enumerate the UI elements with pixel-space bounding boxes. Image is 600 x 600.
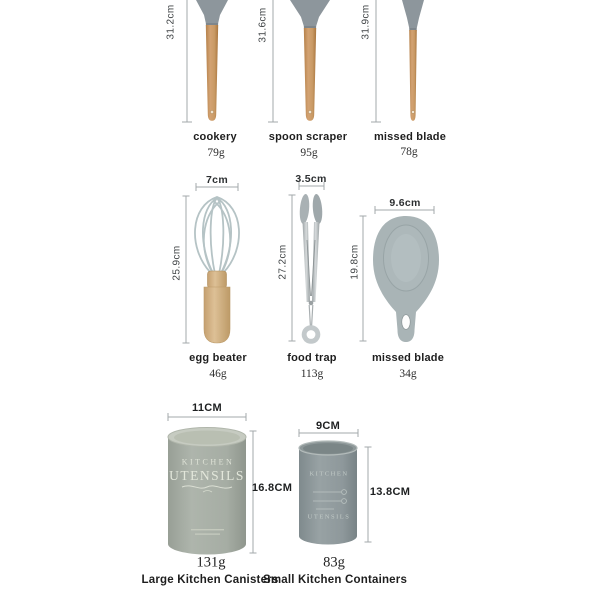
spoon-scraper-graphic	[290, 0, 330, 121]
item-weight-food-trap: 113g	[300, 368, 324, 380]
item-weight-spoon-scraper: 95g	[300, 147, 318, 159]
missed-blade-graphic	[402, 0, 424, 121]
container-print-main: UTENSILS	[307, 513, 351, 521]
canister-print-main: UTENSILS	[169, 468, 245, 483]
item-name-spoon-scraper: spoon scraper	[268, 131, 348, 143]
large-canister-graphic	[168, 428, 246, 555]
item-name-small-container: Small Kitchen Containers	[262, 574, 408, 586]
height-label-large-canister: 16.8CM	[251, 482, 293, 494]
width-label-egg-beater: 7cm	[206, 174, 228, 186]
length-label-spoon-rest: 19.8cm	[349, 244, 361, 280]
item-name-missed-blade: missed blade	[373, 131, 447, 143]
width-label-small-container: 9CM	[315, 420, 341, 432]
spoon-rest-graphic	[373, 216, 439, 342]
container-print-top: KITCHEN	[309, 470, 349, 478]
length-label-spoon-scraper: 31.6cm	[257, 7, 269, 43]
item-name-large-canister: Large Kitchen Canisters	[141, 574, 279, 586]
canister-print-top: KITCHEN	[181, 457, 235, 467]
item-weight-cookery: 79g	[207, 147, 225, 159]
width-label-spoon-rest: 9.6cm	[389, 197, 421, 209]
length-label-cookery: 31.2cm	[165, 4, 177, 40]
item-weight-spoon-rest: 34g	[399, 368, 417, 380]
width-label-large-canister: 11CM	[192, 402, 222, 414]
small-container-graphic	[299, 441, 357, 545]
item-weight-small-container: 83g	[323, 554, 345, 571]
item-weight-missed-blade: 78g	[400, 146, 418, 158]
item-weight-large-canister: 131g	[196, 554, 226, 571]
length-label-missed-blade: 31.9cm	[360, 4, 372, 40]
food-trap-graphic	[299, 194, 324, 344]
length-label-egg-beater: 25.9cm	[171, 245, 183, 281]
length-label-food-trap: 27.2cm	[277, 244, 289, 280]
item-name-egg-beater: egg beater	[189, 352, 247, 364]
width-label-food-trap: 3.5cm	[295, 173, 327, 185]
item-name-cookery: cookery	[193, 131, 237, 143]
item-weight-egg-beater: 46g	[209, 368, 227, 380]
height-label-small-container: 13.8CM	[369, 486, 411, 498]
egg-beater-graphic	[195, 197, 239, 343]
item-name-food-trap: food trap	[287, 352, 337, 364]
cookery-graphic	[196, 0, 228, 121]
item-name-spoon-rest: missed blade	[371, 352, 445, 364]
